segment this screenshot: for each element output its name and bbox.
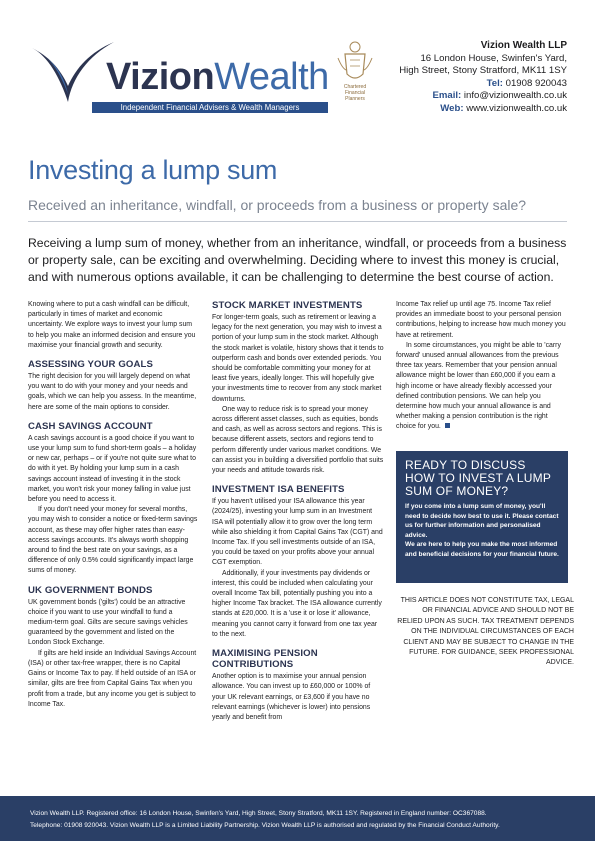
paragraph-cash-savings-2: If you don't need your money for several months, you may wish to consider a notice or fixed-term savings account, as these may offer higher rates than easy-access savings accounts. It's always worth shopping around to find the best rate on your savings, as a difference of only 0.5% could significantly impact large sums of money. bbox=[28, 506, 198, 575]
column-1 bbox=[28, 300, 198, 710]
contact-block bbox=[399, 40, 567, 115]
email[interactable]: Email: info@vizionwealth.co.uk bbox=[432, 90, 567, 101]
cta-text-1: If you come into a lump sum of money, you'll need to decide how best to use it. Please contact us for further information and personalised advice. bbox=[405, 503, 559, 539]
end-of-article-icon bbox=[445, 423, 450, 428]
paragraph-stock-market-2: One way to reduce risk is to spread your money across different asset classes, such as equities, bonds and cash, as well as across sectors and regions. This is because different assets, sectors and regions tend to perform differently under various market conditions. We can assist you in building a diversified portfolio that suits your needs and attitude towards risk. bbox=[212, 405, 384, 475]
crest-icon bbox=[334, 40, 376, 84]
paragraph-pension-continued: Income Tax relief up until age 75. Income Tax relief provides an immediate boost to your personal pension contributions, helping to increase how much money you have at retirement. bbox=[396, 301, 566, 339]
footer-regulation: Telephone: 01908 920043. Vizion Wealth LLP is a Limited Liability Partnership. Vizion Wealth LLP is authorised and regulated by the Financial Conduct Authority. bbox=[30, 822, 500, 829]
heading-government-bonds: UK GOVERNMENT BONDS bbox=[28, 584, 153, 596]
paragraph-gilts-2: If gilts are held inside an Individual Savings Account (ISA) or other tax-free wrapper, there is no Capital Gains or Income Tax to pay. If held outside of an ISA or similar, gilts are free from Capital Gains Tax when you profit from a trade, but any income you get is subject to Income Tax. bbox=[28, 649, 197, 708]
paragraph-assessing-goals: The right decision for you will largely depend on what you want to do with your money and your needs and goals, which we can help you assess. In the meantime, here are some of the main options to consider. bbox=[28, 373, 197, 411]
paragraph-isa-2: Additionally, if your investments pay dividends or interest, this could be included when calculating your overall Income Tax bill, potentially pushing you into a higher Income Tax bracket. The ISA allowance currently stands at £20,000. It is a 'use it or lose it' allowance, meaning you cannot carry it forward from one tax year to the next. bbox=[212, 569, 382, 638]
brand-tagline: Independent Financial Advisers & Wealth Managers bbox=[92, 102, 328, 113]
paragraph-pension: Another option is to maximise your annual pension allowance. You can invest up to £60,000 or 100% of your UK relevant earnings, or £3,600 if you have no relevant earnings (whichever is lower) into pensions yearly and benefit from bbox=[212, 673, 371, 721]
paragraph-carry-forward: In some circumstances, you might be able to 'carry forward' unused annual allowances from the previous three tax years. Remember that your pension annual allowance might be lower than £60,000 if you earn a high income or have already flexibly accessed your defined contribution pensions. We can help you determine how much your annual allowance is and whether making a pension contribution is the right choice for you. bbox=[396, 341, 561, 431]
column-3 bbox=[396, 300, 568, 433]
heading-stock-market: STOCK MARKET INVESTMENTS bbox=[212, 300, 363, 311]
call-to-action-box bbox=[396, 451, 568, 583]
title-divider bbox=[28, 221, 567, 222]
accreditation-label: Chartered Financial Planners bbox=[343, 84, 367, 102]
heading-cash-savings: CASH SAVINGS ACCOUNT bbox=[28, 420, 153, 432]
cta-heading: READY TO DISCUSS HOW TO INVEST A LUMP SUM OF MONEY? bbox=[405, 458, 551, 498]
paragraph-isa-1: If you haven't utilised your ISA allowance this year (2024/25), investing your lump sum in an Investment ISA will potentially allow it to grow over the long term while also shielding it from Capital Gains Tax (CGT) and Income Tax. If you sell investments outside of an ISA, you could be taxed on your profits above your annual CGT exemption. bbox=[212, 498, 383, 567]
address-line-2: High Street, Stony Stratford, MK11 1SY bbox=[399, 65, 567, 76]
column-2 bbox=[212, 300, 384, 723]
footer-registration: Vizion Wealth LLP. Registered office: 16 London House, Swinfen's Yard, High Street, Stony Stratford, MK11 1SY. Registered in England number: OC367088. bbox=[30, 810, 487, 817]
firm-name: Vizion Wealth LLP bbox=[480, 40, 567, 51]
article-intro: Receiving a lump sum of money, whether from an inheritance, windfall, or proceeds from a business or property sale, can be exciting and overwhelming. Deciding where to invest this money is crucial, and with numerous options available, it can be challenging to determine the best course of action. bbox=[28, 236, 567, 284]
telephone: Tel: 01908 920043 bbox=[486, 77, 567, 89]
heading-pension-contributions: MAXIMISING PENSION CONTRIBUTIONS bbox=[212, 648, 318, 671]
brand-name: VizionWealth bbox=[106, 56, 329, 98]
heading-isa-benefits: INVESTMENT ISA BENEFITS bbox=[212, 484, 345, 496]
heading-assessing-goals: ASSESSING YOUR GOALS bbox=[28, 359, 153, 371]
paragraph-cash-savings-1: A cash savings account is a good choice if you want to use your lump sum to fund short-term goals – a holiday or new car, perhaps – or if you're not quite sure what to do with it yet. By holding your lump sum in a cash savings account instead of investing it in the stock market, you won't risk your money falling in value just before you need to access it. bbox=[28, 434, 197, 504]
cta-text-2: We are here to help you make the most informed and beneficial decisions for your financial future. bbox=[405, 541, 559, 558]
logo-swoosh-icon bbox=[28, 38, 118, 108]
vizion-wealth-logo bbox=[28, 38, 329, 112]
paragraph-stock-market-1: For longer-term goals, such as retirement or leaving a legacy for the next generation, you may wish to invest a portion of your lump sum in the stock market. Although the stock market is volatile, history shows that it tends to outperform cash and bonds over extended periods. You should be comfortable committing your money for at least five years, ideally longer. This will hopefully give your investments time to recover from any stock market downturns. bbox=[212, 314, 384, 403]
footer bbox=[0, 796, 595, 841]
disclaimer: THIS ARTICLE DOES NOT CONSTITUTE TAX, LEGAL OR FINANCIAL ADVICE AND SHOULD NOT BE RELIED UPON AS SUCH. TAX TREATMENT DEPENDS ON THE INDIVIDUAL CIRCUMSTANCES OF EACH CLIENT AND MAY BE SUBJECT TO CHANGE IN THE FUTURE. FOR GUIDANCE, SEEK PROFESSIONAL ADVICE. bbox=[397, 597, 574, 667]
article-title: Investing a lump sum bbox=[28, 155, 278, 185]
address-line-1: 16 London House, Swinfen's Yard, bbox=[420, 52, 567, 64]
paragraph-gilts-1: UK government bonds ('gilts') could be an attractive choice if you want to use your windfall to fund a medium-term goal. Gilts are secure savings vehicles guaranteed by the government and listed on the London Stock Exchange. bbox=[28, 598, 188, 647]
website[interactable]: Web: www.vizionwealth.co.uk bbox=[440, 102, 567, 114]
lead-paragraph: Knowing where to put a cash windfall can be difficult, particularly in times of market and economic uncertainty. We explore ways to invest your lump sum to help you make an informed decision and ensure you maximise your financial growth and security. bbox=[28, 301, 196, 349]
chartered-accreditation-badge bbox=[334, 40, 376, 104]
article-subtitle: Received an inheritance, windfall, or proceeds from a business or property sale? bbox=[28, 197, 527, 213]
